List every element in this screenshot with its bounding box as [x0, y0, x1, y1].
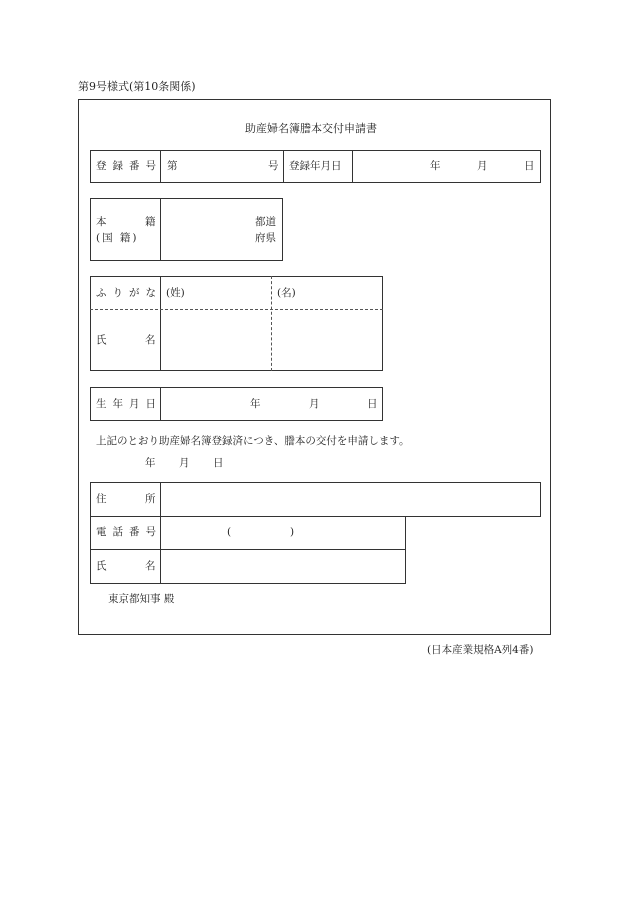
registration-year: 年 [430, 160, 441, 172]
registration-number-label: 登録番号 [96, 160, 162, 172]
address-label-2: 所 [145, 493, 156, 505]
registration-date-label: 登録年月日 [289, 160, 342, 172]
registration-date-field[interactable] [356, 155, 536, 177]
applicant-name-label-2: 名 [145, 560, 156, 572]
address-label-1: 住 [96, 493, 107, 505]
honseki-label-top-2: 籍 [145, 216, 156, 228]
prefecture-bottom: 府県 [255, 232, 276, 244]
birthdate-label: 生年月日 [96, 398, 162, 410]
statement: 上記のとおり助産婦名簿登録済につき、謄本の交付を申請します。 [96, 435, 410, 447]
addressee: 東京都知事 殿 [108, 593, 175, 605]
given-name-field[interactable] [275, 314, 378, 366]
honseki-label-bottom: (国 籍) [96, 232, 139, 244]
name-label-1: 氏 [96, 334, 107, 346]
furigana-label: ふりがな [96, 287, 162, 299]
phone-label: 電話番号 [96, 526, 162, 538]
form-number: 第9号様式(第10条関係) [78, 80, 196, 93]
date-month: 月 [179, 457, 190, 469]
registration-day: 日 [524, 160, 535, 172]
registration-number-suffix: 号 [268, 160, 279, 172]
birthdate-field[interactable] [164, 392, 378, 416]
surname-field[interactable] [164, 314, 267, 366]
registration-number-prefix: 第 [167, 160, 178, 172]
name-label-2: 名 [145, 334, 156, 346]
surname-furigana[interactable]: (姓) [166, 287, 185, 299]
honseki-label-top: 本 [96, 216, 107, 228]
date-year: 年 [145, 457, 156, 469]
birth-day: 日 [367, 398, 378, 410]
applicant-name-field[interactable] [164, 553, 401, 579]
form-title: 助産婦名簿謄本交付申請書 [245, 122, 377, 135]
paper-size-note: (日本産業規格A列4番) [427, 644, 534, 656]
date-day: 日 [213, 457, 224, 469]
registration-month: 月 [477, 160, 488, 172]
honseki-field[interactable] [164, 203, 249, 255]
given-name-furigana[interactable]: (名) [277, 287, 296, 299]
registration-number-field[interactable] [190, 155, 262, 177]
prefecture-top: 都道 [255, 216, 276, 228]
phone-field[interactable] [164, 520, 401, 545]
birth-year: 年 [250, 398, 261, 410]
phone-open-paren: ( [227, 526, 232, 538]
applicant-name-label-1: 氏 [96, 560, 107, 572]
phone-close-paren: ) [290, 526, 295, 538]
address-field[interactable] [164, 486, 536, 512]
birth-month: 月 [309, 398, 320, 410]
